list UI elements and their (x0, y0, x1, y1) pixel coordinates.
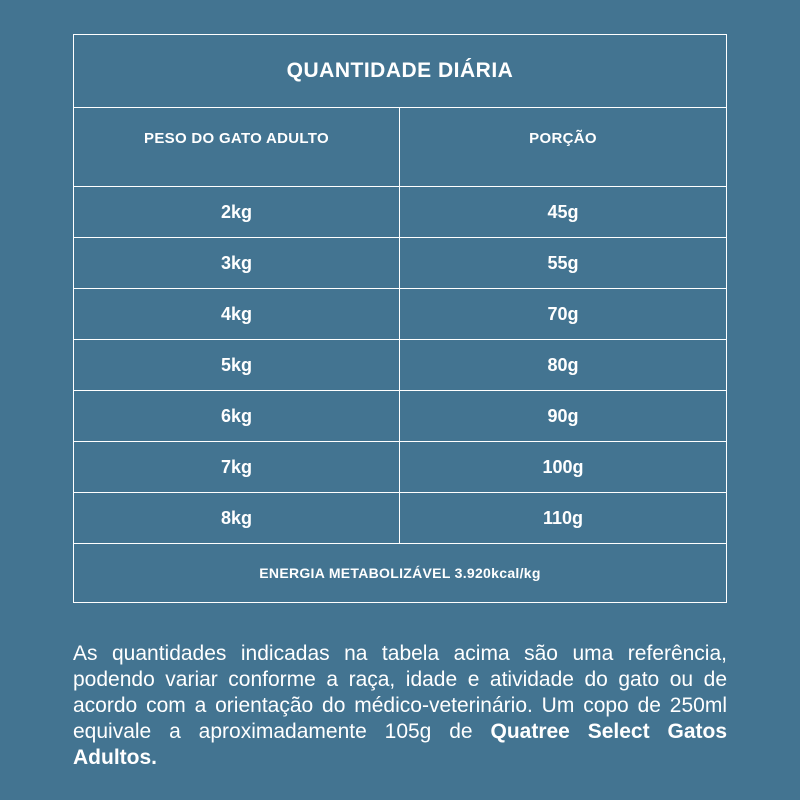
weight-cell: 5kg (74, 340, 400, 390)
portion-cell: 55g (547, 252, 579, 273)
table-header-row (74, 108, 726, 187)
footnote (73, 641, 727, 771)
table-row (74, 340, 726, 391)
table-row (74, 391, 726, 442)
header-weight: PESO DO GATO ADULTO (74, 108, 400, 186)
weight-cell: 7kg (74, 442, 400, 492)
weight-cell: 3kg (74, 238, 400, 288)
portion-cell: 90g (547, 405, 579, 426)
weight-cell: 6kg (74, 391, 400, 441)
feeding-table (73, 34, 727, 603)
energy-info: ENERGIA METABOLIZÁVEL 3.920kcal/kg (259, 565, 541, 581)
portion-cell: 110g (542, 507, 584, 528)
weight-cell: 2kg (74, 187, 400, 237)
table-row (74, 187, 726, 238)
portion-cell: 45g (547, 201, 579, 222)
table-row (74, 238, 726, 289)
table-row (74, 442, 726, 493)
header-portion: PORÇÃO (529, 129, 597, 147)
table-title: QUANTIDADE DIÁRIA (74, 35, 726, 108)
weight-cell: 8kg (74, 493, 400, 543)
footnote-text: As quantidades indicadas na tabela acima são uma referência, podendo variar conforme a raça, idade e atividade do gato ou de acordo com a orientação do médico-veterinário. Um copo de 250ml equivale a aproximadamente 105g de (73, 642, 727, 743)
weight-cell: 4kg (74, 289, 400, 339)
portion-cell: 70g (547, 303, 579, 324)
product-name: Quatree Select Gatos Adultos. (73, 720, 727, 769)
table-row (74, 493, 726, 544)
portion-cell: 100g (542, 456, 584, 477)
portion-cell: 80g (547, 354, 579, 375)
table-row (74, 289, 726, 340)
